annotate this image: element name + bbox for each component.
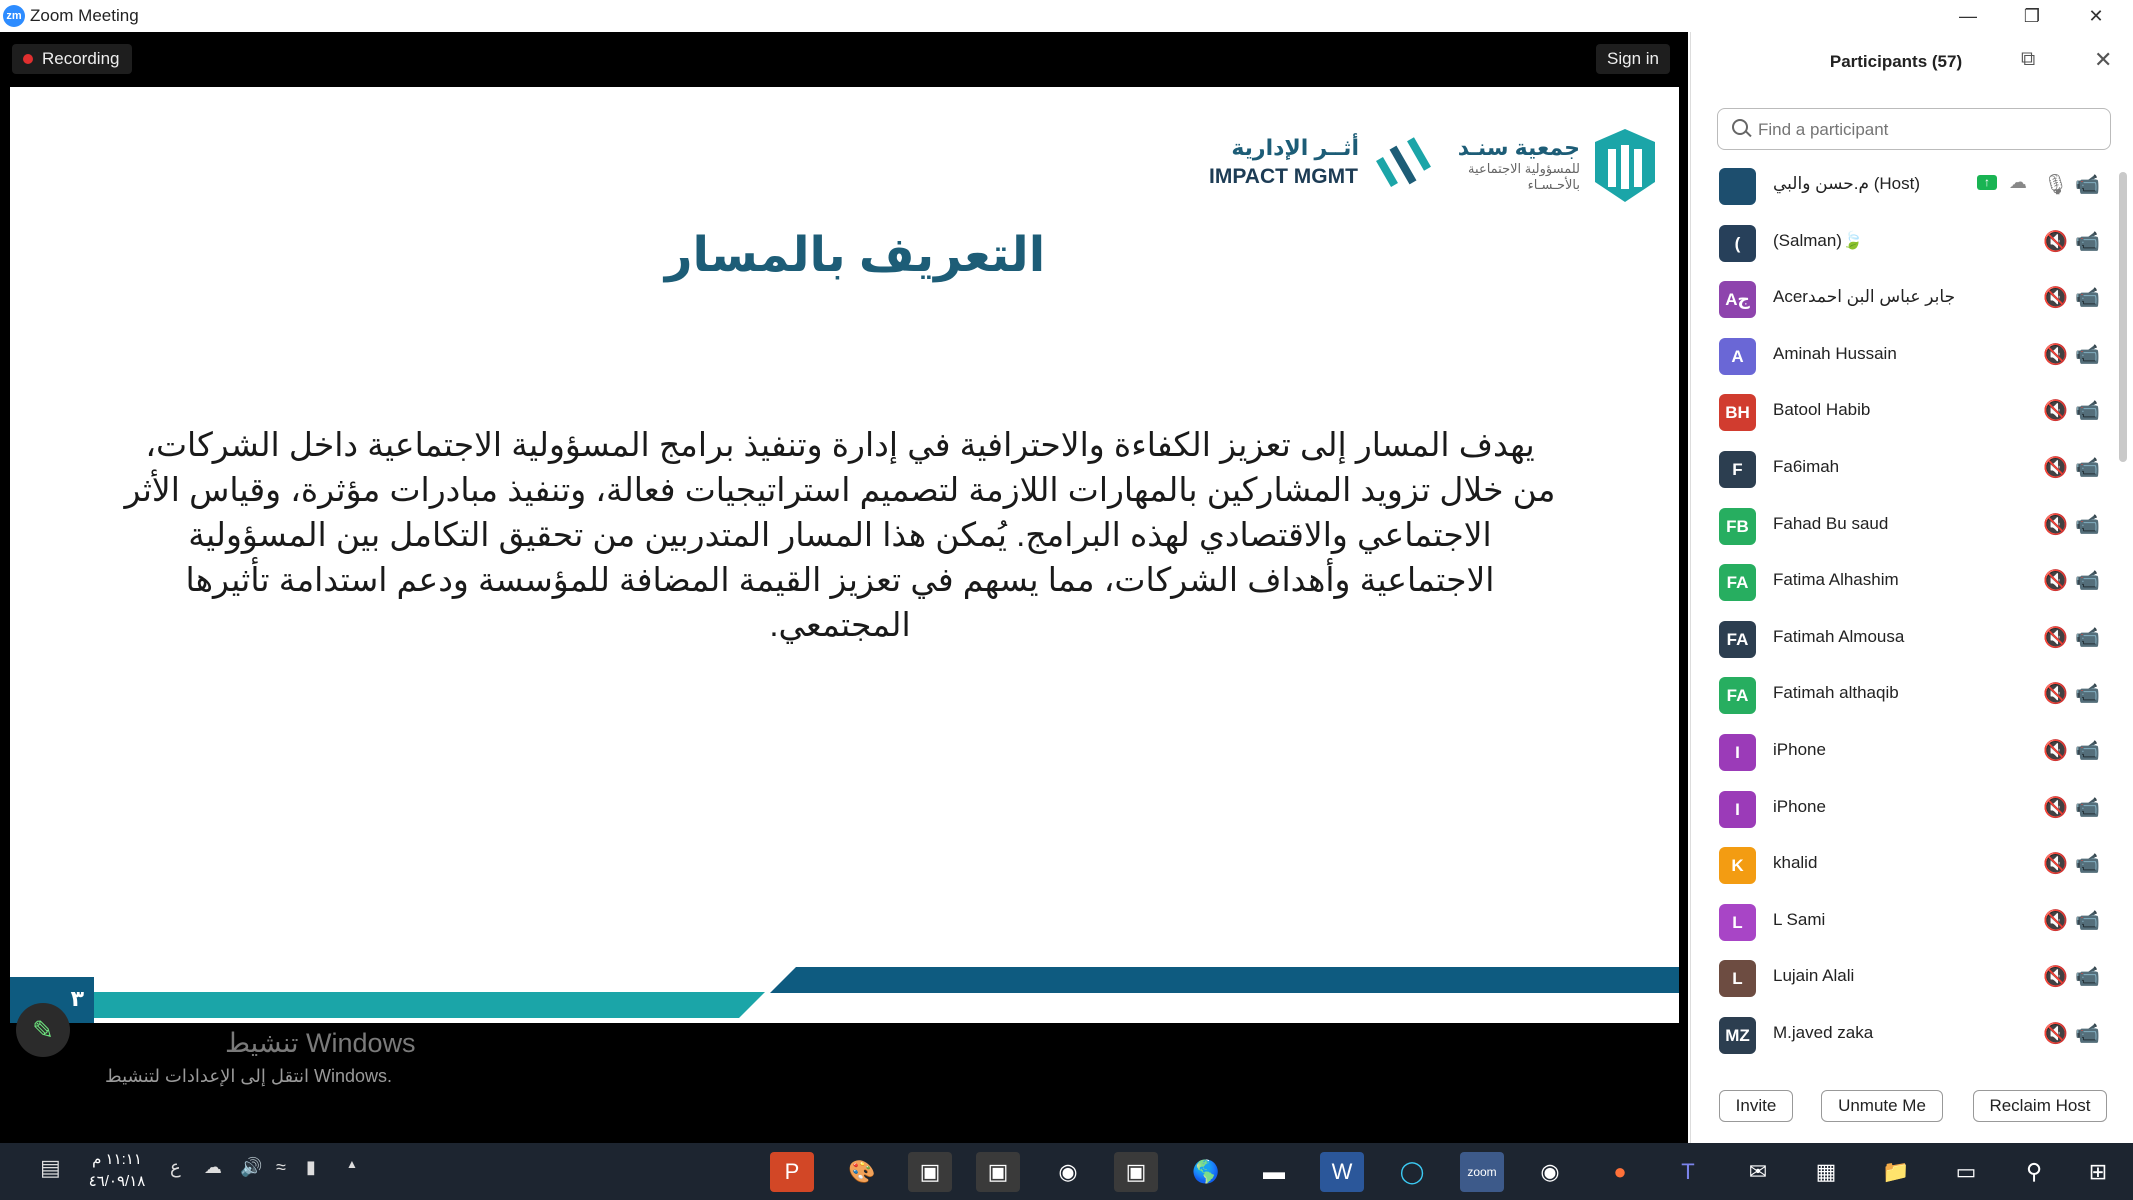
mic-muted-icon[interactable]: 🔇 [2043, 966, 2068, 989]
avatar [1719, 168, 1756, 205]
reclaim-host-button[interactable]: Reclaim Host [1973, 1090, 2107, 1122]
video-off-icon[interactable]: 📹 [2075, 683, 2100, 706]
participant-name: Acerجابر عباس البن احمد [1773, 287, 1956, 307]
restore-icon[interactable]: ❐ [2023, 6, 2041, 26]
video-off-icon[interactable]: 📹 [2075, 513, 2100, 536]
mic-muted-icon[interactable]: 🔇 [2043, 626, 2068, 649]
minimize-icon[interactable]: — [1959, 6, 1977, 26]
impact-logo-arabic: أثــر الإدارية [1231, 135, 1359, 160]
participant-row[interactable] [1691, 950, 2133, 1007]
participant-row[interactable] [1691, 498, 2133, 555]
unmute-me-button[interactable]: Unmute Me [1821, 1090, 1943, 1122]
app-icon-3[interactable]: ▣ [1114, 1152, 1158, 1192]
participant-row[interactable] [1691, 667, 2133, 724]
participant-name: khalid [1773, 853, 1818, 873]
tray-expand-icon[interactable]: ▲ [346, 1157, 358, 1171]
sanad-logo-icon [1590, 127, 1660, 205]
annotate-pen-icon[interactable]: ✎ [16, 1003, 70, 1057]
mic-muted-icon[interactable]: 🔇 [2043, 683, 2068, 706]
impact-mgmt-logo [1195, 127, 1435, 207]
tablet-icon[interactable]: ▬ [1263, 1159, 1285, 1184]
volume-icon[interactable]: 🔊 [240, 1157, 263, 1177]
taskbar-clock[interactable] [82, 1149, 152, 1193]
slide-footer-bar-teal [65, 992, 765, 1018]
recording-label: Recording [42, 49, 120, 68]
teams-icon[interactable]: T [1681, 1159, 1695, 1184]
app-icon-2[interactable]: ▣ [976, 1152, 1020, 1192]
taskview-icon[interactable]: ▭ [1955, 1159, 1977, 1184]
participant-row[interactable] [1691, 441, 2133, 498]
sanad-logo-name: جمعية سنـد [1457, 135, 1580, 160]
chrome-icon-2[interactable]: ◉ [1540, 1159, 1560, 1184]
screen-share-icon: ↑ [1977, 175, 1997, 190]
mic-muted-icon[interactable]: 🔇 [2043, 796, 2068, 819]
video-off-icon[interactable]: 📹 [2075, 626, 2100, 649]
firefox-icon[interactable]: ● [1613, 1159, 1627, 1184]
participant-row[interactable] [1691, 894, 2133, 951]
participant-row[interactable] [1691, 328, 2133, 385]
avatar: FA [1719, 677, 1756, 714]
zoom-app-icon: zm [3, 5, 25, 27]
video-off-icon[interactable]: 📹 [2075, 1022, 2100, 1045]
sanad-logo-subtitle-2: بالأحـسـاء [1527, 177, 1580, 192]
slide-footer-bar-blue [770, 967, 1679, 993]
popout-icon[interactable]: ⧉ [2021, 48, 2036, 70]
avatar: MZ [1719, 1017, 1756, 1054]
slide-title: التعريف بالمسار [664, 229, 1046, 282]
mic-muted-icon[interactable]: 🔇 [2043, 230, 2068, 253]
chrome-icon[interactable]: ◉ [1058, 1159, 1078, 1184]
mic-muted-icon[interactable]: 🔇 [2043, 400, 2068, 423]
battery-icon[interactable]: ▮ [306, 1157, 316, 1177]
sanad-logo-subtitle: للمسؤولية الاجتماعية [1468, 161, 1580, 176]
avatar: FA [1719, 564, 1756, 601]
avatar: L [1719, 960, 1756, 997]
participant-list-scrollbar[interactable] [2119, 172, 2127, 462]
video-off-icon[interactable]: 📹 [2075, 287, 2100, 310]
video-off-icon[interactable]: 📹 [2075, 796, 2100, 819]
search-icon[interactable]: ⚲ [2025, 1159, 2043, 1184]
mic-muted-icon[interactable]: 🔇 [2043, 1022, 2068, 1045]
mic-muted-icon[interactable]: 🔇 [2043, 739, 2068, 762]
participant-name: Fa6imah [1773, 456, 1840, 476]
participant-name: L Sami [1773, 909, 1826, 929]
video-off-icon[interactable]: 📹 [2075, 739, 2100, 762]
store-icon[interactable]: ▦ [1815, 1159, 1837, 1184]
mic-muted-icon[interactable]: 🔇 [2043, 570, 2068, 593]
participant-name: iPhone [1773, 796, 1826, 816]
avatar: ( [1719, 225, 1756, 262]
invite-button[interactable]: Invite [1719, 1090, 1793, 1122]
app-icon[interactable]: ▣ [908, 1152, 952, 1192]
impact-logo-english: IMPACT MGMT [1209, 165, 1358, 188]
participant-search-input[interactable] [1756, 113, 2100, 147]
participant-list [1691, 158, 2133, 1064]
recording-indicator[interactable] [12, 44, 132, 74]
participant-row[interactable] [1691, 724, 2133, 781]
mic-muted-icon[interactable]: 🔇 [2043, 456, 2068, 479]
sanad-logo [1450, 127, 1660, 207]
participant-row[interactable] [1691, 384, 2133, 441]
impact-logo-icon [1373, 127, 1433, 197]
participant-row[interactable] [1691, 781, 2133, 838]
windows-activation-subtitle: انتقل إلى الإعدادات لتنشيط Windows. [105, 1066, 393, 1086]
avatar: L [1719, 904, 1756, 941]
windows-activation-title: تنشيط Windows [225, 1028, 416, 1058]
participant-name: Fatimah althaqib [1773, 683, 1899, 703]
paint-icon[interactable]: 🎨 [848, 1159, 876, 1184]
participant-name: Aminah Hussain [1773, 343, 1897, 363]
participant-name: Lujain Alali [1773, 966, 1855, 986]
participant-name: M.javed zaka [1773, 1022, 1874, 1042]
participant-name: Fahad Bu saud [1773, 513, 1889, 533]
participant-row[interactable] [1691, 611, 2133, 668]
shared-slide [10, 87, 1679, 1023]
avatar: FA [1719, 621, 1756, 658]
mic-icon[interactable]: 🎙 [2043, 174, 2069, 196]
avatar: A [1719, 338, 1756, 375]
avatar: I [1719, 734, 1756, 771]
participants-title: Participants (57) [1829, 52, 1963, 71]
slide-page-number: ٣ [10, 977, 94, 1023]
window-titlebar [0, 0, 2133, 32]
onedrive-icon[interactable]: ☁ [204, 1157, 222, 1177]
clock-date: ٤٦/٠٩/١٨ [88, 1173, 146, 1190]
participant-name: م.حسن والبي (Host) [1773, 174, 1920, 193]
maps-icon[interactable]: 🌎 [1192, 1159, 1220, 1184]
edge-icon[interactable]: ◯ [1399, 1159, 1425, 1184]
slide-body-text: يهدف المسار إلى تعزيز الكفاءة والاحترافية في إدارة وتنفيذ برامج المسؤولية الاجتماعية داخل الشركات، من خلال تزويد المشاركين بالمهارات اللازمة لتصميم استراتيجيات فعالة، وتنفيذ مبادرات مؤثرة، وقياس الأثر الاجتماعي والاقتصادي لهذه البرامج. يُمكن هذا المسار المتدربين من تحقيق التكامل بين المسؤولية الاجتماعية وأهداف الشركات، مما يسهم في تعزيز القيمة المضافة للمؤسسة ودعم استدامة تأثيرها المجتمعي. [124, 426, 1556, 643]
window-title: Zoom Meeting [30, 6, 139, 25]
avatar: BH [1719, 394, 1756, 431]
video-off-icon[interactable]: 📹 [2075, 400, 2100, 423]
avatar: Aج [1719, 281, 1756, 318]
windows-taskbar [0, 1143, 2133, 1200]
participant-row[interactable] [1691, 554, 2133, 611]
participant-name: Fatima Alhashim [1773, 570, 1899, 590]
powerpoint-icon[interactable]: P [770, 1152, 814, 1192]
participant-row[interactable] [1691, 215, 2133, 272]
avatar: F [1719, 451, 1756, 488]
language-indicator[interactable]: ع [170, 1157, 181, 1177]
wifi-icon[interactable]: ≈ [276, 1157, 286, 1177]
video-off-icon[interactable]: 📹 [2075, 343, 2100, 366]
search-icon [1732, 119, 1748, 135]
participant-row[interactable] [1691, 837, 2133, 894]
clock-time: ١١:١١ م [92, 1151, 142, 1168]
avatar: FB [1719, 508, 1756, 545]
mic-muted-icon[interactable]: 🔇 [2043, 909, 2068, 932]
cloud-record-icon: ☁ [2009, 172, 2027, 192]
start-icon[interactable]: ⊞ [2088, 1159, 2108, 1184]
participant-name: iPhone [1773, 739, 1826, 759]
word-icon[interactable]: W [1320, 1152, 1364, 1192]
notification-icon[interactable]: ▤ [40, 1155, 61, 1180]
explorer-icon[interactable]: 📁 [1882, 1159, 1910, 1184]
video-off-icon[interactable]: 📹 [2075, 456, 2100, 479]
mic-muted-icon[interactable]: 🔇 [2043, 343, 2068, 366]
close-icon[interactable]: ✕ [2088, 6, 2104, 26]
participant-name: Fatimah Almousa [1773, 626, 1905, 646]
avatar: I [1719, 791, 1756, 828]
mic-muted-icon[interactable]: 🔇 [2043, 853, 2068, 876]
video-off-icon[interactable]: 📹 [2075, 230, 2100, 253]
participant-name: (Salman)🍃 [1773, 230, 1864, 250]
sign-in-button[interactable]: Sign in [1596, 44, 1670, 74]
video-off-icon[interactable]: 📹 [2075, 570, 2100, 593]
mic-muted-icon[interactable]: 🔇 [2043, 287, 2068, 310]
participant-row[interactable] [1691, 158, 2133, 215]
video-off-icon[interactable]: 📹 [2075, 909, 2100, 932]
video-off-icon[interactable]: 📹 [2075, 174, 2100, 196]
participant-row[interactable] [1691, 271, 2133, 328]
record-dot-icon [23, 54, 33, 64]
participant-row[interactable] [1691, 1007, 2133, 1064]
video-off-icon[interactable]: 📹 [2075, 966, 2100, 989]
panel-close-icon[interactable]: ✕ [2094, 47, 2113, 72]
participants-panel [1690, 32, 2133, 1143]
zoom-icon[interactable]: zoom [1460, 1152, 1504, 1192]
avatar: K [1719, 847, 1756, 884]
mic-muted-icon[interactable]: 🔇 [2043, 513, 2068, 536]
mail-icon[interactable]: ✉ [1748, 1159, 1768, 1184]
video-off-icon[interactable]: 📹 [2075, 853, 2100, 876]
participant-name: Batool Habib [1773, 400, 1871, 420]
participant-search[interactable] [1717, 108, 2111, 150]
